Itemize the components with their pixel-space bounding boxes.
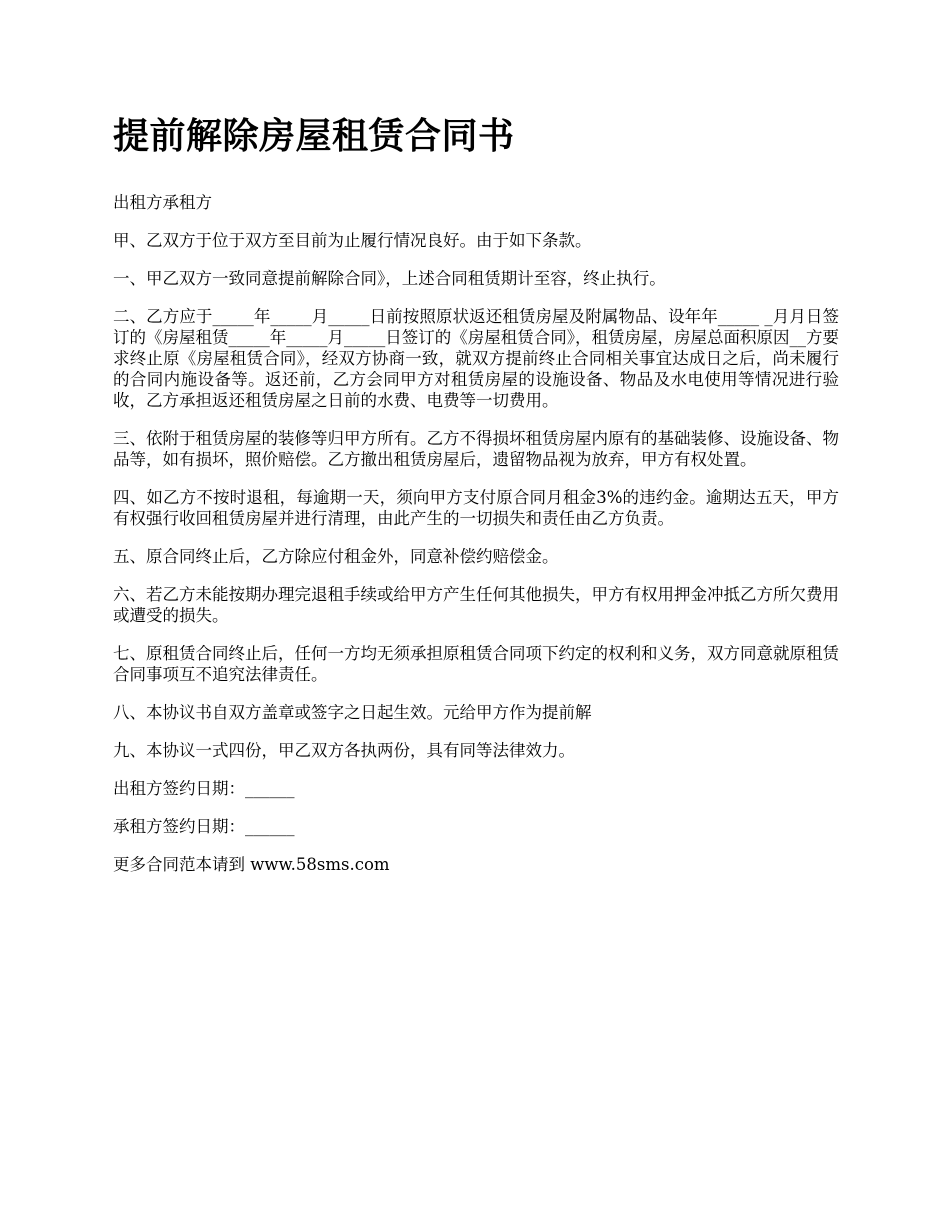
clause-5: 五、原合同终止后，乙方除应付租金外，同意补偿约赔偿金。 <box>113 547 559 566</box>
paragraph-intro: 甲、乙双方于位于双方至目前为止履行情况良好。由于如下条款。 <box>113 231 592 250</box>
clause-3: 三、依附于租赁房屋的装修等归甲方所有。乙方不得损坏租赁房屋内原有的基础装修、设施设备、物品等，如有损坏，照价赔偿。乙方撤出租赁房屋后，遗留物品视为放弃，甲方有权处置。 <box>113 429 839 469</box>
paragraph-parties: 出租方承租方 <box>113 193 212 212</box>
document-title: 提前解除房屋租赁合同书 <box>113 115 515 157</box>
clause-6: 六、若乙方未能按期办理完退租手续或给甲方产生任何其他损失，甲方有权用押金冲抵乙方所欠费用或遭受的损失。 <box>113 585 839 625</box>
clause-8: 八、本协议书自双方盖章或签字之日起生效。元给甲方作为提前解 <box>113 703 592 722</box>
lessor-signature-date: 出租方签约日期：______ <box>113 779 295 798</box>
clause-9: 九、本协议一式四份，甲乙双方各执两份，具有同等法律效力。 <box>113 741 575 760</box>
lessee-signature-date: 承租方签约日期：______ <box>113 817 295 836</box>
footer-more-templates: 更多合同范本请到 www.58sms.com <box>113 855 390 874</box>
clause-1: 一、甲乙双方一致同意提前解除合同》，上述合同租赁期计至容，终止执行。 <box>113 269 666 288</box>
document-page <box>113 112 839 892</box>
clause-7: 七、原租赁合同终止后，任何一方均无须承担原租赁合同项下约定的权利和义务，双方同意就原租赁合同事项互不追究法律责任。 <box>113 644 839 684</box>
clause-2: 二、乙方应于_____年_____月_____日前按照原状返还租赁房屋及附属物品、设年年_____ _月月日签订的《房屋租赁_____年_____月_____日签订的《房屋租赁合同》，租赁房屋，房屋总面积原因__方要求终止原《房屋租赁合同》，经双方协商一致，就双方提前终止合同相关事宜达成日之后，尚未履行的合同内施设备等。返还前，乙方会同甲方对租赁房屋的设施设备、物品及水电使用等情况进行验收，乙方承担返还租赁房屋之日前的水费、电费等一切费用。 <box>113 307 839 410</box>
clause-4: 四、如乙方不按时退租，每逾期一天，须向甲方支付原合同月租金3%的违约金。逾期达五天，甲方有权强行收回租赁房屋并进行清理，由此产生的一切损失和责任由乙方负责。 <box>113 488 839 528</box>
